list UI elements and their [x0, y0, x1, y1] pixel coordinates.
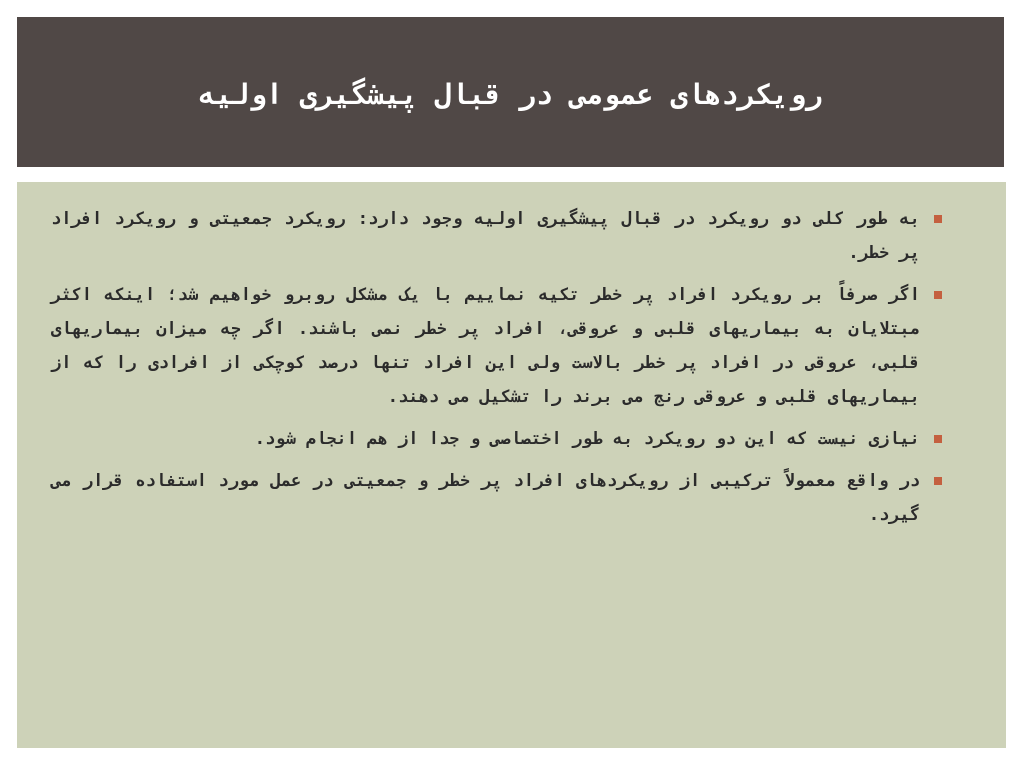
square-bullet-icon [934, 215, 942, 223]
bullet-item [51, 202, 946, 270]
square-bullet-icon [934, 477, 942, 485]
bullet-item [51, 422, 946, 456]
title-band [17, 17, 1004, 167]
bullet-text: در واقع معمولاً ترکیبی از رویکردهای افراد پر خطر و جمعیتی در عمل مورد استفاده قرار می گیرد. [51, 471, 920, 525]
square-bullet-icon [934, 291, 942, 299]
bullet-text: اگر صرفاً بر رویکرد افراد پر خطر تکیه نماییم با یک مشکل روبرو خواهیم شد؛ اینکه اکثر مبتلایان به بیماریهای قلبی و عروقی، افراد پر خطر نمی باشند. اگر چه میزان بیماریهای قلبی، عروقی در افراد پر خطر بالاست ولی این افراد تنها درصد کوچکی از افرادی را که از بیماریهای قلبی و عروقی رنج می برند را تشکیل می دهند. [51, 285, 920, 407]
content-panel [17, 182, 1006, 748]
square-bullet-icon [934, 435, 942, 443]
bullet-text: نیازی نیست که این دو رویکرد به طور اختصاصی و جدا از هم انجام شود. [254, 429, 920, 449]
bullet-list [17, 182, 1006, 532]
bullet-text: به طور کلی دو رویکرد در قبال پیشگیری اولیه وجود دارد: رویکرد جمعیتی و رویکرد افراد پر خطر. [51, 209, 920, 263]
slide-title: رویکردهای عمومی در قبال پیشگیری اولیه [198, 77, 823, 111]
bullet-item [51, 278, 946, 414]
bullet-item [51, 464, 946, 532]
